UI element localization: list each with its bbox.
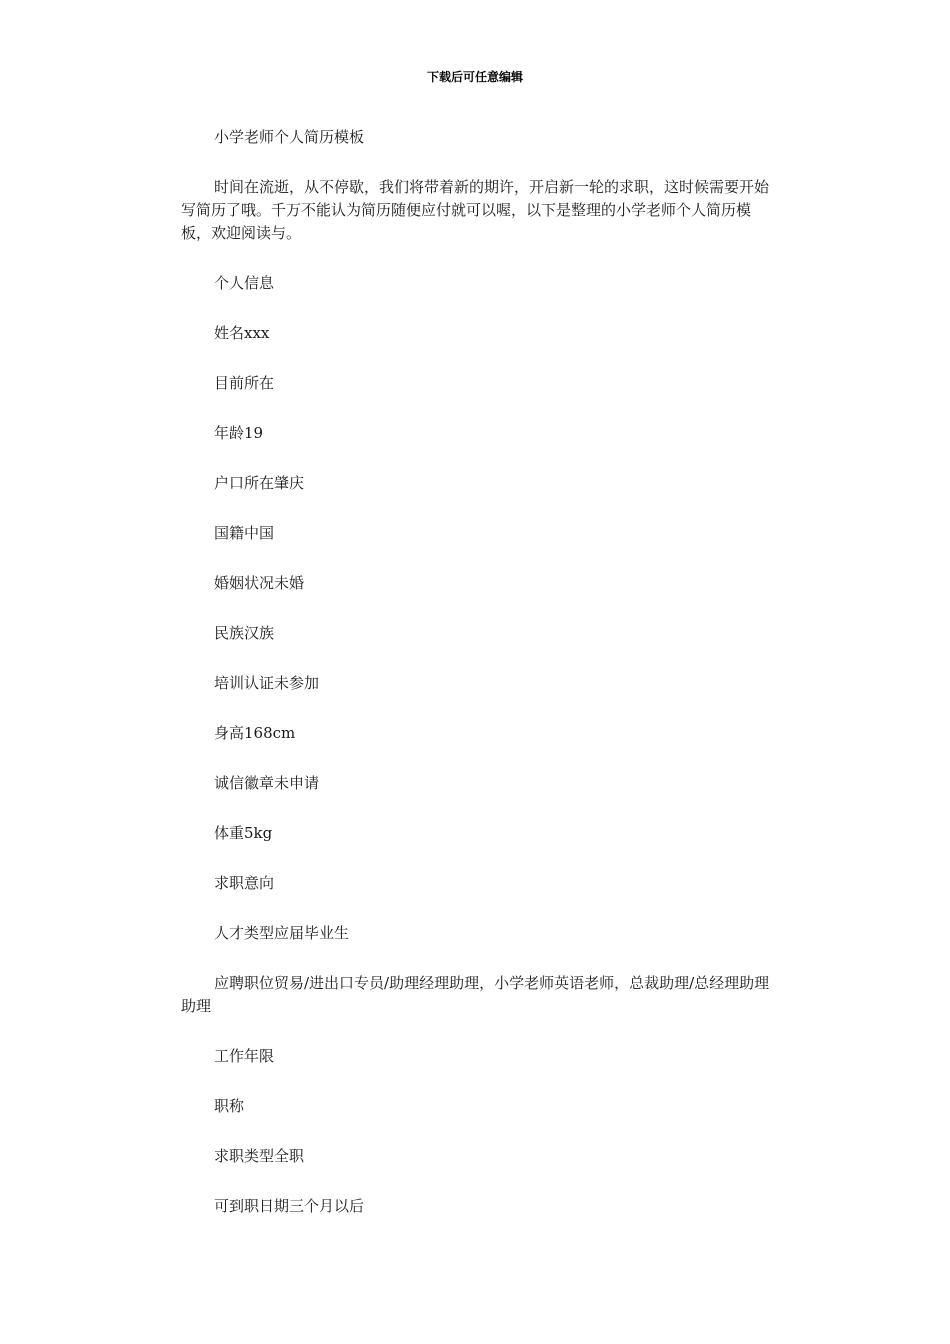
field-position: 应聘职位贸易/进出口专员/助理经理助理，小学老师英语老师，总裁助理/总经理助理助理 xyxy=(181,974,770,1015)
field-ethnicity: 民族汉族 xyxy=(214,624,275,642)
field-name: 姓名xxx xyxy=(214,324,270,342)
field-training: 培训认证未参加 xyxy=(214,674,320,692)
section-personal-info: 个人信息 xyxy=(214,274,275,292)
field-talent-type: 人才类型应届毕业生 xyxy=(214,924,350,942)
field-weight: 体重5kg xyxy=(214,824,273,842)
document-body xyxy=(181,126,773,1245)
page-header: 下载后可任意编辑 xyxy=(426,70,523,84)
field-hukou: 户口所在肇庆 xyxy=(214,474,305,492)
field-current-location: 目前所在 xyxy=(214,374,275,392)
field-nationality: 国籍中国 xyxy=(214,524,275,542)
field-job-type: 求职类型全职 xyxy=(214,1147,305,1165)
field-work-years: 工作年限 xyxy=(214,1047,275,1065)
field-start-date: 可到职日期三个月以后 xyxy=(214,1197,365,1215)
field-credit-badge: 诚信徽章未申请 xyxy=(214,774,320,792)
field-age: 年龄19 xyxy=(214,424,264,442)
document-title: 小学老师个人简历模板 xyxy=(214,128,365,146)
intro-paragraph: 时间在流逝，从不停歇，我们将带着新的期许，开启新一轮的求职，这时候需要开始写简历了哦。千万不能认为简历随便应付就可以喔，以下是整理的小学老师个人简历模板，欢迎阅读与。 xyxy=(181,178,770,242)
field-marital-status: 婚姻状况未婚 xyxy=(214,574,305,592)
section-job-intention: 求职意向 xyxy=(214,874,275,892)
field-height: 身高168cm xyxy=(214,724,296,742)
field-title: 职称 xyxy=(214,1097,245,1115)
